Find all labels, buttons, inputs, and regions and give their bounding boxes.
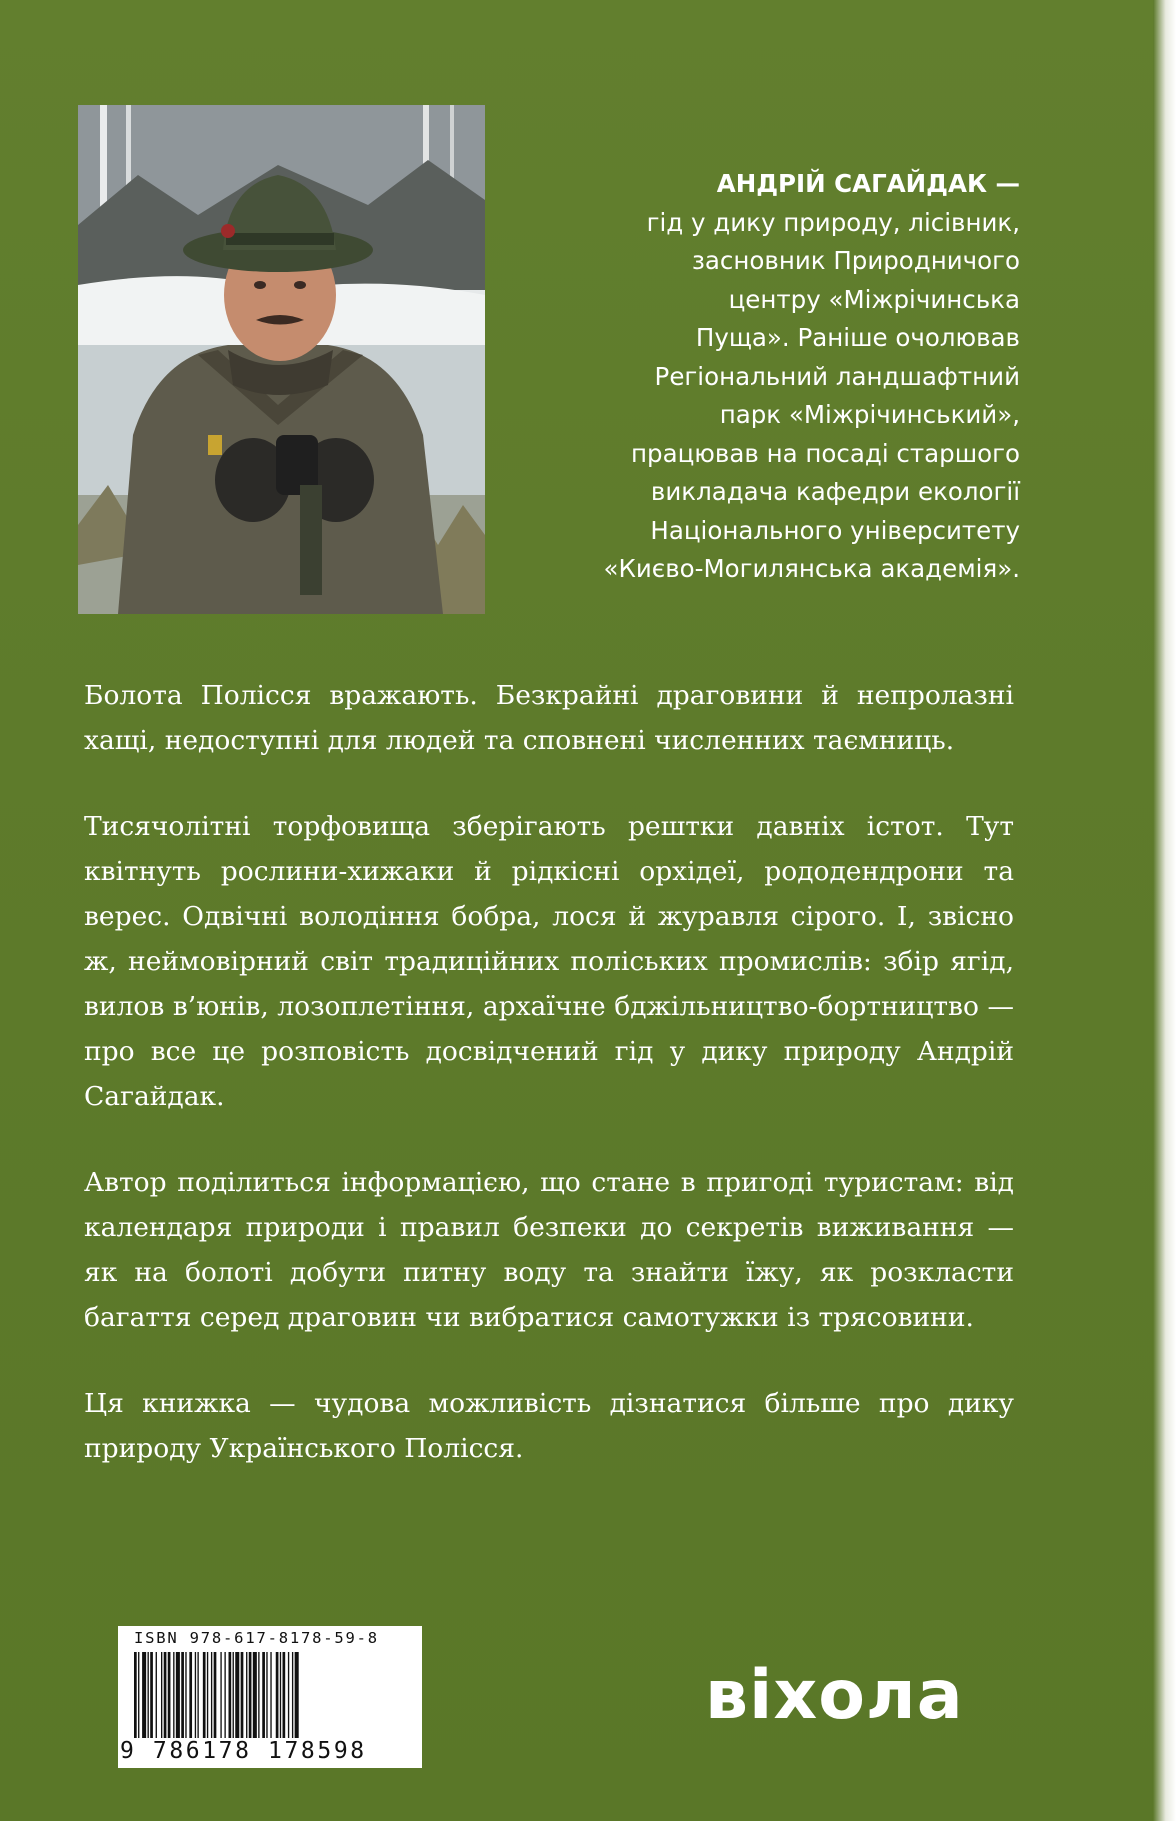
author-bio-line: парк «Міжрічинський», <box>719 400 1020 429</box>
barcode-bar <box>229 1652 232 1738</box>
blurb-paragraph: Ця книжка — чудова можливість дізнатися більше про дику природу Українського Полісся. <box>84 1388 1014 1464</box>
barcode-bar <box>189 1652 192 1738</box>
blurb-paragraph: Тисячолітні торфовища зберігають рештки давніх істот. Тут квітнуть рослини-хижаки й рідкісні орхідеї, рододендрони та верес. Одвічні володіння бобра, лося й журавля сірого. І, звісно ж, неймовірний світ традиційних поліських промислів: збір ягід, вилов в’юнів, лозоплетіння, архаїчне бджільництво-бортництво — про все це розповість досвідчений гід у дику природу Андрій Сагайдак. <box>84 811 1014 1112</box>
barcode-bars <box>134 1652 406 1740</box>
barcode-bar <box>197 1652 198 1738</box>
barcode-bar <box>262 1652 265 1738</box>
barcode-bar <box>276 1652 279 1738</box>
barcode-bar <box>156 1652 157 1738</box>
barcode-bar <box>214 1652 217 1738</box>
author-bio-line: Національного університету <box>650 515 1020 545</box>
barcode-bar <box>173 1652 174 1738</box>
author-bio-line: Регіональний ландшафтний <box>654 361 1020 391</box>
barcode-bar <box>161 1652 162 1738</box>
barcode-bar <box>292 1652 293 1738</box>
barcode-bar <box>138 1652 139 1738</box>
barcode-bar <box>211 1652 212 1738</box>
author-bio-line: «Києво-Могилянська академія». <box>603 554 1020 583</box>
blurb-paragraph: Автор поділиться інформацією, що стане в пригоді туристам: від календаря природи і правил безпеки до секретів виживання — як на болоті добути питну воду та знайти їжу, як розкласти багаття серед драговин чи вибратися самотужки із трясовини. <box>84 1167 1014 1333</box>
barcode-bar <box>176 1652 180 1738</box>
barcode-bar <box>195 1652 196 1738</box>
barcode-bar <box>295 1652 299 1738</box>
barcode-bar <box>185 1652 186 1738</box>
barcode-bar <box>280 1652 281 1738</box>
barcode-bar <box>164 1652 167 1738</box>
barcode-bar <box>220 1652 221 1738</box>
author-bio-line: Пуща». Раніше очолював <box>695 323 1020 352</box>
author-photo-illustration <box>78 105 485 614</box>
barcode-bar <box>148 1652 149 1738</box>
barcode-bar <box>224 1652 225 1738</box>
barcode-bar <box>258 1652 259 1738</box>
barcode-bar <box>283 1652 286 1738</box>
barcode-bar <box>249 1652 252 1738</box>
author-bio-line: працював на посаді старшого <box>631 438 1020 468</box>
barcode-bar <box>181 1652 184 1738</box>
ean-digits: 9 786178 178598 <box>120 1738 367 1764</box>
barcode-bar <box>150 1652 153 1738</box>
author-bio-line: центру «Міжрічинська <box>728 284 1020 314</box>
author-info <box>500 165 1020 589</box>
author-name: АНДРІЙ САГАЙДАК — <box>716 169 1020 198</box>
barcode-bar <box>266 1652 267 1738</box>
barcode-bar <box>253 1652 257 1738</box>
blurb-paragraph: Болота Полісся вражають. Безкрайні драговини й непролазні хащі, недоступні для людей та сповнені численних таємниць. <box>84 680 1014 756</box>
barcode-bar <box>207 1652 208 1738</box>
isbn-label: ISBN 978-617-8178-59-8 <box>134 1629 379 1647</box>
isbn-barcode <box>118 1626 422 1768</box>
barcode-bar <box>168 1652 171 1738</box>
author-photo <box>78 105 485 614</box>
barcode-bar <box>246 1652 247 1738</box>
author-bio-line: гід у дику природу, лісівник, <box>646 207 1020 237</box>
barcode-bar <box>288 1652 289 1738</box>
barcode-bar <box>235 1652 239 1738</box>
publisher-logo: віхола <box>705 1656 964 1735</box>
barcode-bar <box>142 1652 146 1738</box>
barcode-bar <box>241 1652 244 1738</box>
barcode-bar <box>203 1652 206 1738</box>
book-blurb <box>84 673 1014 1512</box>
author-bio-line: викладача кафедри екології <box>650 477 1020 506</box>
barcode-bar <box>233 1652 234 1738</box>
barcode-bar <box>270 1652 271 1738</box>
barcode-bar <box>134 1652 137 1738</box>
author-bio-line: засновник Природничого <box>691 246 1020 275</box>
page-edge <box>1153 0 1176 1821</box>
